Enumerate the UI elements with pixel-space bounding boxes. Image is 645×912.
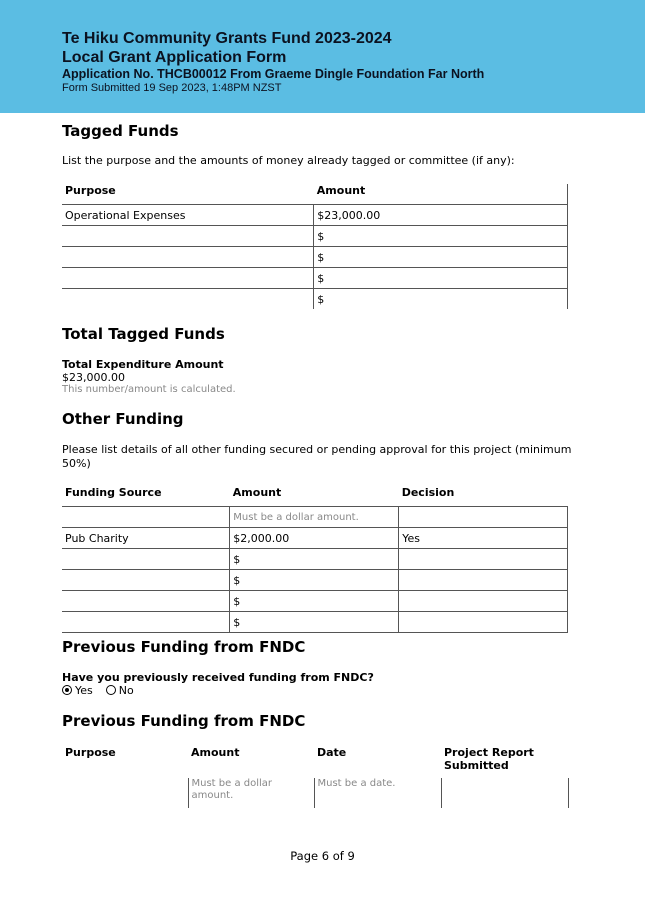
application-line: Application No. THCB00012 From Graeme Dingle Foundation Far North: [62, 67, 485, 81]
decision-cell[interactable]: [399, 507, 568, 528]
decision-cell[interactable]: [399, 612, 568, 633]
previous-funding-table-heading: Previous Funding from FNDC: [62, 712, 306, 730]
purpose-cell[interactable]: [62, 289, 314, 310]
table-row: [62, 778, 568, 808]
table-header-row: [62, 746, 568, 778]
amount-cell[interactable]: $23,000.00: [314, 205, 568, 226]
purpose-cell[interactable]: [62, 247, 314, 268]
column-header-purpose: Purpose: [65, 184, 116, 197]
funding-source-cell[interactable]: [62, 612, 230, 633]
page-number: Page 6 of 9: [290, 849, 355, 863]
table-row: [62, 247, 568, 268]
amount-cell[interactable]: $: [314, 268, 568, 289]
form-header: [0, 0, 645, 113]
purpose-cell[interactable]: Operational Expenses: [62, 205, 314, 226]
table-row: [62, 612, 568, 633]
column-header-amount: Amount: [191, 746, 240, 759]
total-tagged-heading: Total Tagged Funds: [62, 325, 225, 343]
radio-yes[interactable]: [62, 685, 72, 695]
previous-funding-table: [62, 746, 569, 808]
submitted-line: Form Submitted 19 Sep 2023, 1:48PM NZST: [62, 82, 282, 94]
amount-cell[interactable]: Must be a dollar amount.: [188, 778, 314, 808]
amount-cell[interactable]: $: [314, 226, 568, 247]
column-header-project-report: Project Report Submitted: [444, 746, 534, 772]
table-header-row: [62, 184, 568, 205]
amount-cell[interactable]: $: [230, 591, 399, 612]
table-row: [62, 507, 568, 528]
radio-no-label: No: [118, 684, 134, 697]
purpose-cell[interactable]: [62, 778, 188, 808]
funding-source-cell[interactable]: [62, 507, 230, 528]
amount-cell[interactable]: $2,000.00: [230, 528, 399, 549]
decision-cell[interactable]: Yes: [399, 528, 568, 549]
radio-yes-label: Yes: [75, 684, 93, 697]
column-header-amount: Amount: [314, 184, 568, 205]
grant-title: Te Hiku Community Grants Fund 2023-2024: [62, 30, 392, 47]
amount-cell[interactable]: $: [230, 612, 399, 633]
total-expenditure-value: $23,000.00: [62, 371, 125, 384]
funding-source-cell[interactable]: [62, 570, 230, 591]
funding-source-cell[interactable]: [62, 549, 230, 570]
column-header-date: Date: [317, 746, 347, 759]
tagged-funds-table: [62, 184, 568, 309]
table-row: [62, 205, 568, 226]
previous-funding-heading: Previous Funding from FNDC: [62, 638, 306, 656]
purpose-cell[interactable]: [62, 268, 314, 289]
funding-source-cell[interactable]: [62, 591, 230, 612]
amount-cell[interactable]: $: [314, 289, 568, 310]
decision-cell[interactable]: [399, 549, 568, 570]
column-header-purpose: Purpose: [65, 746, 116, 759]
previous-funding-options: [62, 684, 134, 698]
column-header-decision: Decision: [401, 486, 455, 499]
amount-cell[interactable]: $: [230, 570, 399, 591]
purpose-cell[interactable]: [62, 226, 314, 247]
date-cell[interactable]: Must be a date.: [314, 778, 441, 808]
project-report-cell[interactable]: [441, 778, 568, 808]
tagged-funds-heading: Tagged Funds: [62, 122, 179, 140]
total-expenditure-label: Total Expenditure Amount: [62, 358, 224, 371]
other-funding-heading: Other Funding: [62, 410, 184, 428]
column-header-amount: Amount: [232, 486, 282, 499]
decision-cell[interactable]: [399, 591, 568, 612]
amount-cell[interactable]: $: [314, 247, 568, 268]
amount-cell[interactable]: $: [230, 549, 399, 570]
radio-no[interactable]: [106, 685, 116, 695]
other-funding-table: [62, 486, 568, 633]
form-name: Local Grant Application Form: [62, 49, 287, 66]
table-row: [62, 268, 568, 289]
column-header-funding-source: Funding Source: [65, 486, 162, 499]
table-row: [62, 528, 568, 549]
amount-cell[interactable]: Must be a dollar amount.: [230, 507, 399, 528]
decision-cell[interactable]: [399, 570, 568, 591]
table-row: [62, 591, 568, 612]
other-funding-instruction: Please list details of all other funding secured or pending approval for this project (minimum 50%): [62, 443, 572, 470]
table-row: [62, 549, 568, 570]
table-header-row: [62, 486, 568, 507]
calculated-note: This number/amount is calculated.: [62, 384, 236, 395]
tagged-funds-instruction: List the purpose and the amounts of money already tagged or committee (if any):: [62, 154, 515, 167]
table-row: [62, 570, 568, 591]
funding-source-cell[interactable]: Pub Charity: [62, 528, 230, 549]
table-row: [62, 289, 568, 310]
table-row: [62, 226, 568, 247]
previous-funding-question: Have you previously received funding from FNDC?: [62, 671, 374, 684]
